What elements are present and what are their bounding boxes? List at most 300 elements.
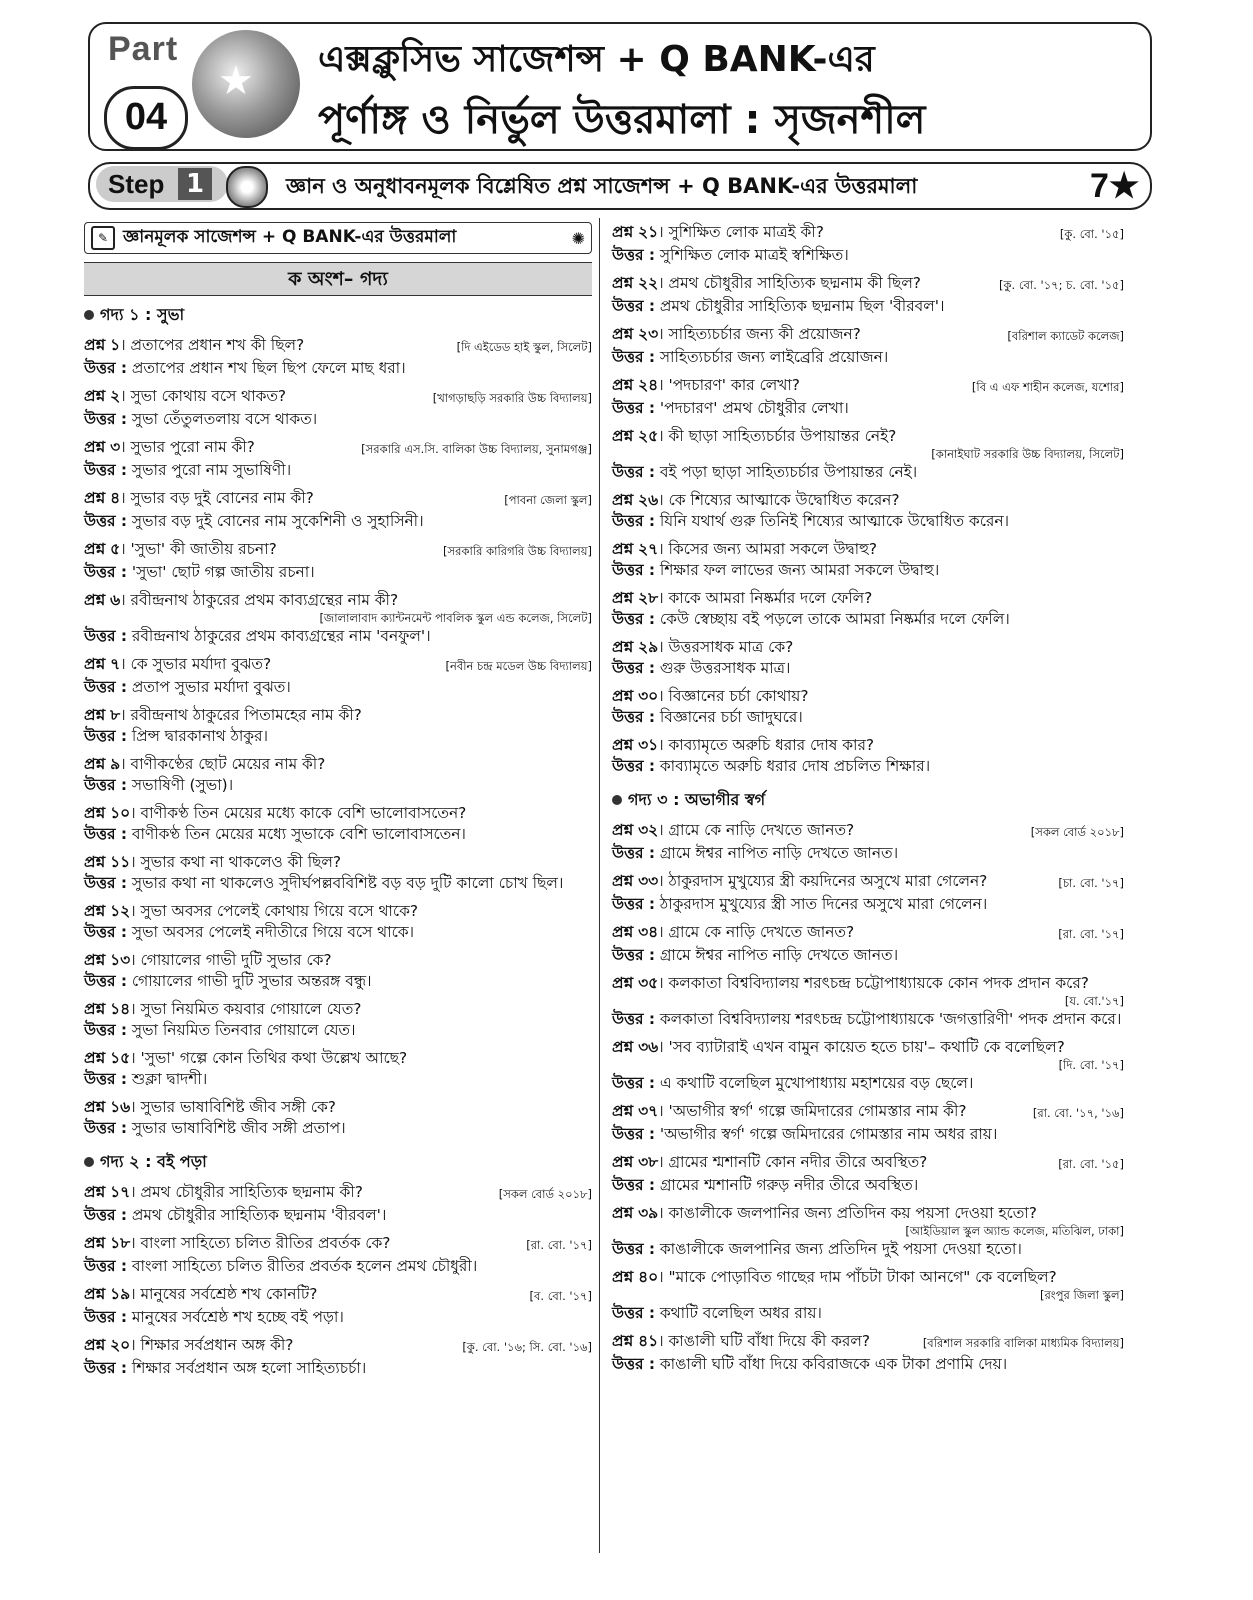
qa-item [612,1331,1124,1375]
qa-item [612,686,1124,728]
answer-label: উত্তর : [84,1021,127,1039]
source-tag: [রংপুর জিলা স্কুল] [1039,1288,1124,1302]
source-tag: [রা. বো. '১৭] [1058,927,1124,941]
qa-item [612,426,1124,483]
question-body: সুভার বড় দুই বোনের নাম কী? [130,489,314,507]
answer-text: এ কথাটি বলেছিল মুখোপাধ্যায় মহাশয়ের বড় ছেলে। [659,1074,974,1092]
answer [84,409,592,430]
answer-text: সুভার পুরো নাম সুভাষিণী। [131,461,292,479]
bullet-icon [84,310,94,320]
qa-item [612,375,1124,419]
question-label: প্রশ্ন [84,804,106,822]
answer-label: উত্তর : [612,1176,655,1194]
question-number: ৩৯ [638,1204,659,1222]
question-body: বিজ্ঞানের চর্চা কোথায়? [668,687,809,705]
right-column [612,222,1124,1382]
question-text: প্রশ্ন ১৭। প্রমথ চৌধুরীর সাহিত্যিক ছদ্মনাম কী? [84,1183,363,1201]
answer-label: উত্তর : [84,972,127,990]
question-text: প্রশ্ন ১৫। 'সুভা' গল্পে কোন তিথির কথা উল্লেখ আছে? [84,1049,408,1067]
question [612,588,1124,609]
answer-text: মানুষের সর্বশ্রেষ্ঠ শখ হচ্ছে বই পড়া। [131,1308,344,1326]
part-heading: ক অংশ– গদ্য [84,262,592,296]
answer-text: 'অভাগীর স্বর্গ' গল্পে জমিদারের গোমস্তার নাম অধর রায়। [659,1125,998,1143]
answer [612,296,1124,317]
source-tag: [সরকারি এস.সি. বালিকা উচ্চ বিদ্যালয়, সুনামগঞ্জ] [361,442,592,456]
section-header [84,222,592,254]
answer-text: যিনি যথার্থ গুরু তিনিই শিষ্যের আত্মাকে উদ্বোধিত করেন। [659,512,1010,530]
question-body: রবীন্দ্রনাথ ঠাকুরের পিতামহের নাম কী? [130,706,362,724]
answer [84,1205,592,1226]
answer [612,609,1124,630]
answer-label: উত্তর : [612,246,655,264]
answer [84,626,592,647]
answer-text: সুভা অবসর পেলেই নদীতীরে গিয়ে বসে থাকে। [131,923,415,941]
question-label: প্রশ্ন [612,274,634,292]
question-body: কাব্যামৃতে অরুচি ধরার দোষ কার? [668,736,875,754]
qa-item [84,1182,592,1226]
answer [612,347,1124,368]
answer-label: উত্তর : [84,1257,127,1275]
answer [84,922,592,943]
answer-text: গ্রামের শ্মশানটি গরুড় নদীর তীরে অবস্থিত। [659,1176,919,1194]
question [612,539,1124,560]
source-tag: [কানাইঘাট সরকারি উচ্চ বিদ্যালয়, সিলেট] [931,447,1124,461]
question-text: প্রশ্ন ১৬। সুভার ভাষাবিশিষ্ট জীব সঙ্গী কে? [84,1098,336,1116]
question-body: কিসের জন্য আমরা সকলে উদ্বাহু? [668,540,878,558]
question-body: শিক্ষার সর্বপ্রধান অঙ্গ কী? [140,1336,294,1354]
question-number: ৩২ [638,821,659,839]
question-number: ৩০ [638,687,659,705]
qa-item [84,1233,592,1277]
answer-text: ঠাকুরদাস মুখুয্যের স্ত্রী সাত দিনের অসুখে মারা গেলেন। [659,895,988,913]
answer [84,873,592,894]
question [84,754,592,775]
qa-item [84,950,592,992]
question [84,1097,592,1118]
answer [84,775,592,796]
question-number: ৩৪ [638,923,659,941]
qa-item [84,999,592,1041]
question [84,437,592,460]
question [612,490,1124,511]
question-label: প্রশ্ন [84,853,106,871]
question-number: ১৯ [110,1285,131,1303]
question [84,901,592,922]
question-label: প্রশ্ন [84,706,106,724]
answer-label: উত্তর : [84,1359,127,1377]
question-body: রবীন্দ্রনাথ ঠাকুরের প্রথম কাব্যগ্রন্থের নাম কী? [130,591,399,609]
answer-text: কলকাতা বিশ্ববিদ্যালয় শরৎচন্দ্র চট্টোপাধ্যায়কে 'জগত্তারিণী' পদক প্রদান করে। [659,1010,1122,1028]
question-number: ১৬ [110,1098,131,1116]
source-tag: [ব. বো. '১৭] [529,1289,592,1303]
question-label: প্রশ্ন [612,1268,634,1286]
topic-title: গদ্য ১ : সুভা [100,305,185,324]
question-text: প্রশ্ন ২২। প্রমথ চৌধুরীর সাহিত্যিক ছদ্মনাম কী ছিল? [612,274,921,292]
answer-text: 'পদচারণ' প্রমথ চৌধুরীর লেখা। [659,399,849,417]
qa-item [612,871,1124,915]
answer [612,843,1124,864]
source-tag: [বি এ এফ শাহীন কলেজ, যশোর] [971,380,1124,394]
question-number: ৩১ [638,736,659,754]
answer-text: বই পড়া ছাড়া সাহিত্যচর্চার উপায়ান্তর নেই। [659,463,918,481]
answer-text: প্রমথ চৌধুরীর সাহিত্যিক ছদ্মনাম ছিল 'বীরবল'। [659,297,945,315]
answer-label: উত্তর : [612,895,655,913]
qa-item [612,490,1124,532]
question-text: প্রশ্ন ৩৮। গ্রামের শ্মশানটি কোন নদীর তীরে অবস্থিত? [612,1153,928,1171]
question-label: প্রশ্ন [84,540,106,558]
question-label: প্রশ্ন [84,1336,106,1354]
question-text: প্রশ্ন ৩। সুভার পুরো নাম কী? [84,438,255,456]
question-number: ২০ [110,1336,131,1354]
question-text: প্রশ্ন ২১। সুশিক্ষিত লোক মাত্রই কী? [612,223,824,241]
question-label: প্রশ্ন [612,1102,634,1120]
answer-label: উত্তর : [612,1355,655,1373]
answer-label: উত্তর : [84,1308,127,1326]
question [84,803,592,824]
question-body: সুশিক্ষিত লোক মাত্রই কী? [668,223,824,241]
question-number: ৩৫ [638,974,659,992]
answer [84,1307,592,1328]
qa-item [84,754,592,796]
qa-item [612,1101,1124,1145]
question [84,950,592,971]
qa-item [84,654,592,698]
qa-item [612,324,1124,368]
answer-label: উত্তর : [84,627,127,645]
question-body: 'সুভা' কী জাতীয় রচনা? [130,540,277,558]
answer-text: সাহিত্যচর্চার জন্য লাইব্রেরি প্রয়োজন। [659,348,889,366]
topic-title: গদ্য ২ : বই পড়া [100,1152,207,1171]
question-number: ২৩ [638,325,659,343]
question-body: সুভা নিয়মিত কয়বার গোয়ালে যেত? [140,1000,362,1018]
question-number: ২৮ [638,589,659,607]
answer-label: উত্তর : [84,512,127,530]
answer [84,1358,592,1379]
section-title: জ্ঞানমূলক সাজেশন্স + Q BANK-এর উত্তরমালা [123,227,457,247]
part-number: 04 [104,86,188,150]
answer-text: 'সুভা' ছোট গল্প জাতীয় রচনা। [131,563,315,581]
question-body: সুভার ভাষাবিশিষ্ট জীব সঙ্গী কে? [140,1098,336,1116]
question [612,1267,1124,1288]
qa-list [612,222,1124,777]
question-body: কে সুভার মর্যাদা বুঝত? [130,655,272,673]
answer-text: গুরু উত্তরসাধক মাত্র। [659,659,791,677]
answer-label: উত্তর : [84,776,127,794]
answer-label: উত্তর : [612,844,655,862]
question-number: ৯ [110,755,121,773]
qa-item [612,222,1124,266]
question-body: "মাকে পোড়াবিত গাছের দাম পাঁচটা টাকা আনগে" কে বলেছিল? [668,1268,1057,1286]
answer-text: কেউ স্বেচ্ছায় বই পড়লে তাকে আমরা নিষ্কর্মার দলে ফেলি। [659,610,1010,628]
question-number: ৩ [110,438,121,456]
question-label: প্রশ্ন [84,438,106,456]
answer [612,658,1124,679]
question-text: প্রশ্ন ৩০। বিজ্ঞানের চর্চা কোথায়? [612,687,809,705]
question-body: সুভা কোথায় বসে থাকত? [130,387,287,405]
question [612,922,1124,945]
question-body: কে শিষ্যের আত্মাকে উদ্বোধিত করেন? [668,491,900,509]
qa-list [612,820,1124,1375]
answer-text: সুভা নিয়মিত তিনবার গোয়ালে যেত। [131,1021,356,1039]
question-number: ৫ [110,540,121,558]
question [84,1048,592,1069]
question-body: সুভার কথা না থাকলেও কী ছিল? [140,853,342,871]
question-body: প্রমথ চৌধুরীর সাহিত্যিক ছদ্মনাম কী ছিল? [668,274,921,292]
source-tag: [সরকারি কারিগরি উচ্চ বিদ্যালয়] [443,544,592,558]
answer-text: কথাটি বলেছিল অধর রায়। [659,1304,822,1322]
question-number: ৩৮ [638,1153,659,1171]
question [612,820,1124,843]
answer-label: উত্তর : [84,563,127,581]
bulb-icon: ✎ [91,226,115,250]
question-text: প্রশ্ন ৭। কে সুভার মর্যাদা বুঝত? [84,655,272,673]
question [612,222,1124,245]
question-text: প্রশ্ন ৮। রবীন্দ্রনাথ ঠাকুরের পিতামহের নাম কী? [84,706,362,724]
question-label: প্রশ্ন [612,376,634,394]
qa-item [84,1335,592,1379]
question-text: প্রশ্ন ২৬। কে শিষ্যের আত্মাকে উদ্বোধিত করেন? [612,491,900,509]
question-text: প্রশ্ন ৪০। "মাকে পোড়াবিত গাছের দাম পাঁচটা টাকা আনগে" কে বলেছিল? [612,1268,1057,1286]
question-label: প্রশ্ন [84,1098,106,1116]
qa-item [612,637,1124,679]
answer [612,1009,1124,1030]
source-tag: [জালালাবাদ ক্যান্টনমেন্ট পাবলিক স্কুল এন্ড কলেজ, সিলেট] [319,611,592,625]
qa-item [84,1048,592,1090]
qa-item [84,488,592,532]
answer-text: কাঙালীকে জলপানির জন্য প্রতিদিন দুই পয়সা দেওয়া হতো। [659,1240,1022,1258]
qa-item [612,922,1124,966]
answer-label: উত্তর : [612,708,655,726]
answer [84,824,592,845]
question-text: প্রশ্ন ৫। 'সুভা' কী জাতীয় রচনা? [84,540,277,558]
question-number: ৪০ [638,1268,659,1286]
question-text: প্রশ্ন ২৭। কিসের জন্য আমরা সকলে উদ্বাহু? [612,540,878,558]
question-text: প্রশ্ন ১১। সুভার কথা না থাকলেও কী ছিল? [84,853,342,871]
answer-text: প্রিন্স দ্বারকানাথ ঠাকুর। [131,727,269,745]
question-label: প্রশ্ন [84,1285,106,1303]
answer-label: উত্তর : [84,410,127,428]
question-text: প্রশ্ন ১২। সুভা অবসর পেলেই কোথায় গিয়ে বসে থাকে? [84,902,419,920]
question-label: প্রশ্ন [612,638,634,656]
answer-label: উত্তর : [612,463,655,481]
answer [84,1256,592,1277]
rating-badge: 7★ [1090,167,1140,205]
question-label: প্রশ্ন [84,336,106,354]
topic-heading [84,302,592,329]
answer-text: সুভার বড় দুই বোনের নাম সুকেশিনী ও সুহাসিনী। [131,512,424,530]
answer-label: উত্তর : [84,923,127,941]
qa-item [84,590,592,647]
answer [612,1175,1124,1196]
question-label: প্রশ্ন [612,427,634,445]
question-text: প্রশ্ন ৩২। গ্রামে কে নাড়ি দেখতে জানত? [612,821,855,839]
question-text: প্রশ্ন ৩৯। কাঙালীকে জলপানির জন্য প্রতিদিন কয় পয়সা দেওয়া হতো? [612,1204,1037,1222]
qa-item [612,1267,1124,1324]
step-number: 1 [178,168,212,200]
question-number: ৭ [110,655,121,673]
answer-label: উত্তর : [612,1304,655,1322]
question-number: ১০ [110,804,131,822]
qa-item [612,735,1124,777]
qa-item [84,386,592,430]
source-tag: [সকল বোর্ড ২০১৮] [1030,825,1124,839]
answer [84,1069,592,1090]
question-text: প্রশ্ন ৯। বাণীকণ্ঠের ছোট মেয়ের নাম কী? [84,755,326,773]
question-label: প্রশ্ন [84,1183,106,1201]
answer [612,560,1124,581]
question-body: 'সুভা' গল্পে কোন তিথির কথা উল্লেখ আছে? [140,1049,408,1067]
answer [612,1354,1124,1375]
bullet-icon [84,1157,94,1167]
question-body: বাংলা সাহিত্যে চলিত রীতির প্রবর্তক কে? [140,1234,391,1252]
answer-label: উত্তর : [612,1010,655,1028]
question [84,1335,592,1358]
topic-heading [612,787,1124,814]
question-body: সাহিত্যচর্চার জন্য কী প্রয়োজন? [668,325,861,343]
source-tag: [বরিশাল ক্যাডেট কলেজ] [1007,329,1124,343]
question-number: ১১ [110,853,131,871]
question-label: প্রশ্ন [612,1204,634,1222]
question-label: প্রশ্ন [612,540,634,558]
answer-label: উত্তর : [612,610,655,628]
question [612,637,1124,658]
question-text: প্রশ্ন ৬। রবীন্দ্রনাথ ঠাকুরের প্রথম কাব্যগ্রন্থের নাম কী? [84,591,399,609]
question-text: প্রশ্ন ১। প্রতাপের প্রধান শখ কী ছিল? [84,336,305,354]
part-label: Part [108,30,179,68]
question-text: প্রশ্ন ১০। বাণীকণ্ঠ তিন মেয়ের মধ্যে কাকে বেশি ভালোবাসতেন? [84,804,467,822]
question-label: প্রশ্ন [612,1332,634,1350]
qa-item [612,1203,1124,1260]
question [84,999,592,1020]
step-label: Step [96,166,228,202]
qa-item [84,705,592,747]
topic-title: গদ্য ৩ : অভাগীর স্বর্গ [628,790,766,809]
answer-label: উত্তর : [84,359,127,377]
question [612,426,1124,447]
question [84,1233,592,1256]
question [612,973,1124,994]
answer-text: শুক্লা দ্বাদশী। [131,1070,208,1088]
answer-label: উত্তর : [612,399,655,417]
answer-label: উত্তর : [84,874,127,892]
question-number: ৪১ [638,1332,659,1350]
answer [84,460,592,481]
gear-icon: ✺ [571,228,585,248]
answer-label: উত্তর : [84,1119,127,1137]
question-label: প্রশ্ন [612,736,634,754]
answer [612,1239,1124,1260]
answer-text: সুভার কথা না থাকলেও সুদীর্ঘপল্লববিশিষ্ট বড় বড় দুটি কালো চোখ ছিল। [131,874,564,892]
question-label: প্রশ্ন [612,974,634,992]
answer [612,1303,1124,1324]
source-tag: [বরিশাল সরকারি বালিকা মাধ্যমিক বিদ্যালয়] [922,1336,1124,1350]
answer-label: উত্তর : [612,757,655,775]
question-number: ২১ [638,223,659,241]
source-tag: [রা. বো. '১৫] [1058,1157,1124,1171]
answer [84,358,592,379]
source-tag: [দি. বো. '১৭] [1058,1058,1124,1072]
answer-text: বাংলা সাহিত্যে চলিত রীতির প্রবর্তক হলেন প্রমথ চৌধুরী। [131,1257,478,1275]
question-text: প্রশ্ন ১৪। সুভা নিয়মিত কয়বার গোয়ালে যেত? [84,1000,362,1018]
answer-text: প্রতাপের প্রধান শখ ছিল ছিপ ফেলে মাছ ধরা। [131,359,406,377]
qa-item [612,588,1124,630]
column-divider [599,218,600,1553]
question-label: প্রশ্ন [84,1000,106,1018]
question-body: কাঙালী ঘটি বাঁধা দিয়ে কী করল? [668,1332,870,1350]
source-tag: [আইডিয়াল স্কুল অ্যান্ড কলেজ, মতিঝিল, ঢাকা] [905,1224,1124,1238]
answer [612,756,1124,777]
answer-text: সুভার ভাষাবিশিষ্ট জীব সঙ্গী প্রতাপ। [131,1119,346,1137]
question [612,1331,1124,1354]
qa-item [84,1284,592,1328]
question [84,488,592,511]
question-text: প্রশ্ন ২৮। কাকে আমরা নিষ্কর্মার দলে ফেলি? [612,589,873,607]
question-label: প্রশ্ন [612,589,634,607]
question [612,324,1124,347]
qa-list [84,335,592,1139]
answer [84,511,592,532]
question-number: ৩৬ [638,1038,659,1056]
question-label: প্রশ্ন [84,951,106,969]
answer-label: উত্তর : [84,1206,127,1224]
source-tag: [কু. বো. '১৬; সি. বো. '১৬] [462,1340,592,1354]
question-label: প্রশ্ন [84,1049,106,1067]
question-body: কলকাতা বিশ্ববিদ্যালয় শরৎচন্দ্র চট্টোপাধ্যায়কে কোন পদক প্রদান করে? [668,974,1089,992]
qa-item [84,901,592,943]
question-label: প্রশ্ন [612,223,634,241]
source-tag: [পাবনা জেলা স্কুল] [504,493,592,507]
question-number: ২৪ [638,376,659,394]
question-text: প্রশ্ন ৩১। কাব্যামৃতে অরুচি ধরার দোষ কার? [612,736,875,754]
question-number: ১৮ [110,1234,131,1252]
question-number: ৩৩ [638,872,659,890]
source-tag: [সকল বোর্ড ২০১৮] [498,1187,592,1201]
question [84,590,592,611]
qa-item [84,539,592,583]
question-number: ১৭ [110,1183,131,1201]
answer-text: গ্রামে ঈশ্বর নাপিত নাড়ি দেখতে জানত। [659,844,899,862]
answer-label: উত্তর : [612,348,655,366]
answer [84,562,592,583]
source-tag: [রা. বো. '১৭, '১৬] [1032,1106,1124,1120]
question-number: ১৩ [110,951,131,969]
answer-text: সভাষিণী (সুভা)। [131,776,234,794]
question-body: কাকে আমরা নিষ্কর্মার দলে ফেলি? [668,589,873,607]
question-text: প্রশ্ন ৩৩। ঠাকুরদাস মুখুয্যের স্ত্রী কয়দিনের অসুখে মারা গেলেন? [612,872,988,890]
question-number: ২৭ [638,540,659,558]
question [612,686,1124,707]
question-text: প্রশ্ন ১৩। গোয়ালের গাভী দুটি সুভার কে? [84,951,332,969]
question-number: ২৫ [638,427,659,445]
question-body: 'সব ব্যাটারাই এখন বামুন কায়েত হতে চায়'– কথাটি কে বলেছিল? [668,1038,1065,1056]
question-number: ৩৭ [638,1102,659,1120]
question [84,852,592,873]
question-body: গ্রামে কে নাড়ি দেখতে জানত? [668,821,855,839]
question [84,386,592,409]
source-tag: [কু. বো. '১৫] [1059,227,1124,241]
qa-item [612,1152,1124,1196]
question-label: প্রশ্ন [84,387,106,405]
question-body: গ্রামে কে নাড়ি দেখতে জানত? [668,923,855,941]
question-text: প্রশ্ন ২৫। কী ছাড়া সাহিত্যচর্চার উপায়ান্তর নেই? [612,427,897,445]
qa-item [612,1037,1124,1094]
question-body: গোয়ালের গাভী দুটি সুভার কে? [140,951,332,969]
answer-text: বিজ্ঞানের চর্চা জাদুঘরে। [659,708,803,726]
question-label: প্রশ্ন [612,1153,634,1171]
question-number: ৮ [110,706,121,724]
answer-label: উত্তর : [84,825,127,843]
qa-item [84,1097,592,1139]
